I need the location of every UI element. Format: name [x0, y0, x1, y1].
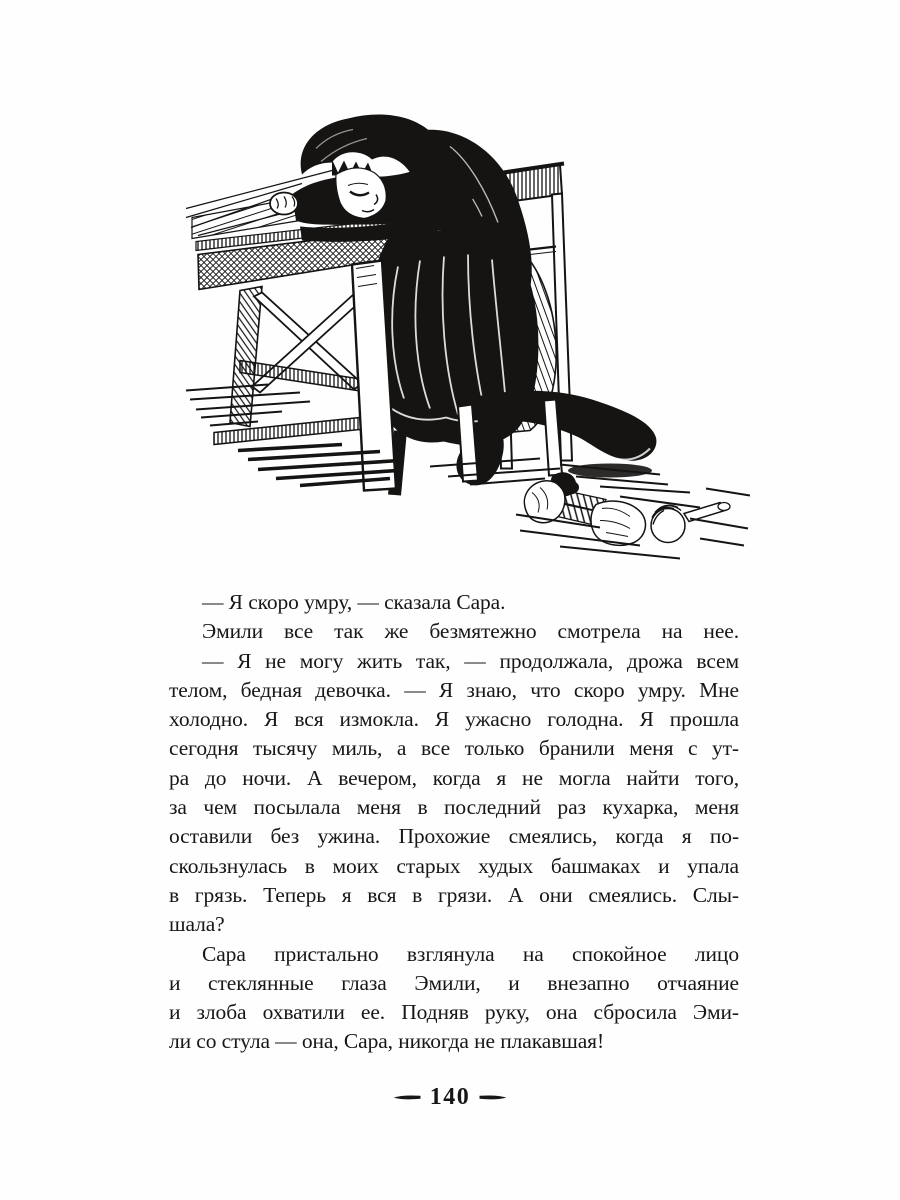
text-line: скользнулась в моих старых худых башмаках и упала — [169, 853, 739, 878]
paragraph — [169, 647, 739, 940]
text-line: в грязь. Теперь я вся в грязи. А они смеялись. Слы- — [169, 882, 739, 907]
text-line: телом, бедная девочка. — Я знаю, что скоро умру. Мне — [169, 677, 739, 702]
text-line: оставили без ужина. Прохожие смеялись, когда я по- — [169, 824, 739, 849]
paragraph — [169, 617, 739, 646]
page-footer — [0, 1085, 900, 1109]
text-line: ра до ночи. А вечером, когда я не могла найти того, — [169, 765, 739, 790]
text-line: за чем посылала меня в последний раз кухарка, меня — [169, 795, 739, 820]
paragraph — [169, 940, 739, 1057]
doll-hand — [718, 503, 730, 511]
text-line: шала? — [169, 912, 225, 937]
doll-head — [651, 509, 685, 543]
page-number: 140 — [429, 1084, 471, 1110]
text-line: ли со стула — она, Сара, никогда не плакавшая! — [169, 1029, 605, 1054]
text-line: — Я не могу жить так, — продолжала, дрожа всем — [202, 648, 739, 673]
text-line: и злоба охватили ее. Подняв руку, она сбросила Эми- — [169, 1000, 739, 1025]
boot-shadow — [568, 464, 652, 478]
text-line: сегодня тысячу миль, а все только бранили меня с ут- — [169, 736, 739, 761]
girl-hand — [270, 193, 298, 215]
text-line: — Я скоро умру, — сказала Сара. — [202, 590, 506, 614]
footer-ornament-right-icon — [479, 1093, 507, 1102]
text-line: холодно. Я вся измокла. Я ужасно голодна. Я прошла — [169, 707, 739, 732]
footer-ornament-left-icon — [393, 1093, 421, 1102]
paragraph — [169, 588, 739, 617]
text-block — [169, 588, 739, 1057]
text-line: и стеклянные глаза Эмили, и внезапно отчаяние — [169, 970, 739, 995]
girl-asleep-at-table-illustration — [175, 112, 750, 570]
text-line: Эмили все так же безмятежно смотрела на нее. — [202, 619, 739, 644]
text-line: Сара пристально взглянула на спокойное лицо — [202, 941, 739, 966]
